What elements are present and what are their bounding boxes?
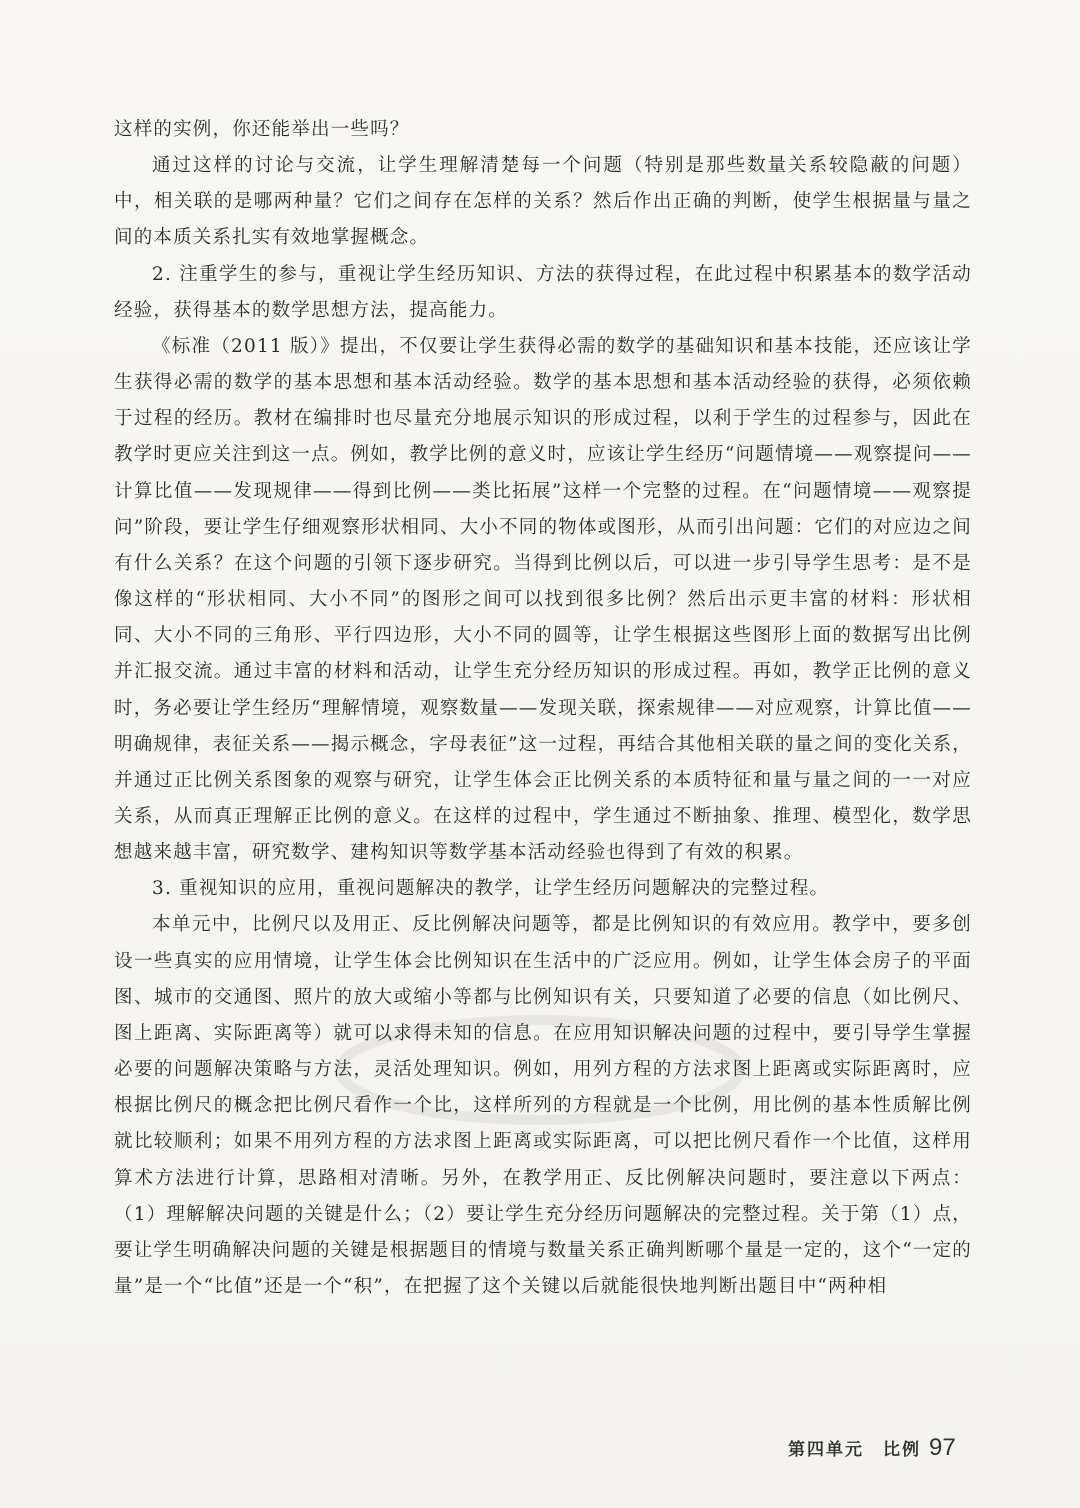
paragraph-intro-question: 这样的实例，你还能举出一些吗？ — [114, 119, 410, 140]
paragraph-point-3-heading: 3. 重视知识的应用，重视问题解决的教学，让学生经历问题解决的完整过程。 — [152, 878, 830, 900]
unit-title: 第四单元 比例 — [788, 1440, 921, 1460]
paragraph-application: 本单元中，比例尺以及用正、反比例解决问题等，都是比例知识的有效应用。教学中，要多创设一些真实的应用情境，让学生体会比例知识在生活中的广泛应用。例如，让学生体会房子的平面图、城市的交通图、照片的放大或缩小等都与比例知识有关，只要知道了必要的信息（如比例尺、图上距离、实际距离等）就可以求得未知的信息。在应用知识解决问题的过程中，要引导学生掌握必要的问题解决策略与方法，灵活处理知识。例如，用列方程的方法求图上距离或实际距离时，应根据比例尺的概念把比例尺看作一个比，这样所列的方程就是一个比例，用比例的基本性质解比例就比较顺利；如果不用列方程的方法求图上距离或实际距离，可以把比例尺看作一个比值，这样用算术方法进行计算，思路相对清晰。另外，在教学用正、反比例解决问题时，要注意以下两点：（1）理解解决问题的关键是什么；（2）要让学生充分经历问题解决的完整过程。关于第（1）点，要让学生明确解决问题的关键是根据题目的情境与数量关系正确判断哪个量是一定的，这个“一定的量”是一个“比值”还是一个“积”，在把握了这个关键以后就能很快地判断出题目中“两种相 — [114, 914, 972, 1297]
page-body — [114, 112, 972, 1305]
paragraph-standard-2011: 《标准（2011 版）》提出，不仅要让学生获得必需的数学的基础知识和基本技能，还应该让学生获得必需的数学的基本思想和基本活动经验。数学的基本思想和基本活动经验的获得，必须依赖于过程的经历。教材在编排时也尽量充分地展示知识的形成过程，以利于学生的过程参与，因此在教学时更应关注到这一点。例如，教学比例的意义时，应该让学生经历“问题情境——观察提问——计算比值——发现规律——得到比例——类比拓展”这样一个完整的过程。在“问题情境——观察提问”阶段，要让学生仔细观察形状相同、大小不同的物体或图形，从而引出问题：它们的对应边之间有什么关系？在这个问题的引领下逐步研究。当得到比例以后，可以进一步引导学生思考：是不是像这样的“形状相同、大小不同”的图形之间可以找到很多比例？然后出示更丰富的材料：形状相同、大小不同的三角形、平行四边形，大小不同的圆等，让学生根据这些图形上面的数据写出比例并汇报交流。通过丰富的材料和活动，让学生充分经历知识的形成过程。再如，教学正比例的意义时，务必要让学生经历“理解情境，观察数量——发现关联，探索规律——对应观察，计算比值——明确规律，表征关系——揭示概念，字母表征”这一过程，再结合其他相关联的量之间的变化关系，并通过正比例关系图象的观察与研究，让学生体会正比例关系的本质特征和量与量之间的一一对应关系，从而真正理解正比例的意义。在这样的过程中，学生通过不断抽象、推理、模型化，数学思想越来越丰富，研究数学、建构知识等数学基本活动经验也得到了有效的积累。 — [114, 335, 972, 864]
paragraph-discussion: 通过这样的讨论与交流，让学生理解清楚每一个问题（特别是那些数量关系较隐蔽的问题）中，相关联的是哪两种量？它们之间存在怎样的关系？然后作出正确的判断，使学生根据量与量之间的本质关系扎实有效地掌握概念。 — [114, 155, 972, 249]
paragraph-point-2-heading: 2. 注重学生的参与，重视让学生经历知识、方法的获得过程，在此过程中积累基本的数学活动经验，获得基本的数学思想方法，提高能力。 — [114, 263, 972, 321]
page-footer — [788, 1434, 978, 1462]
page-number: 97 — [929, 1434, 956, 1461]
